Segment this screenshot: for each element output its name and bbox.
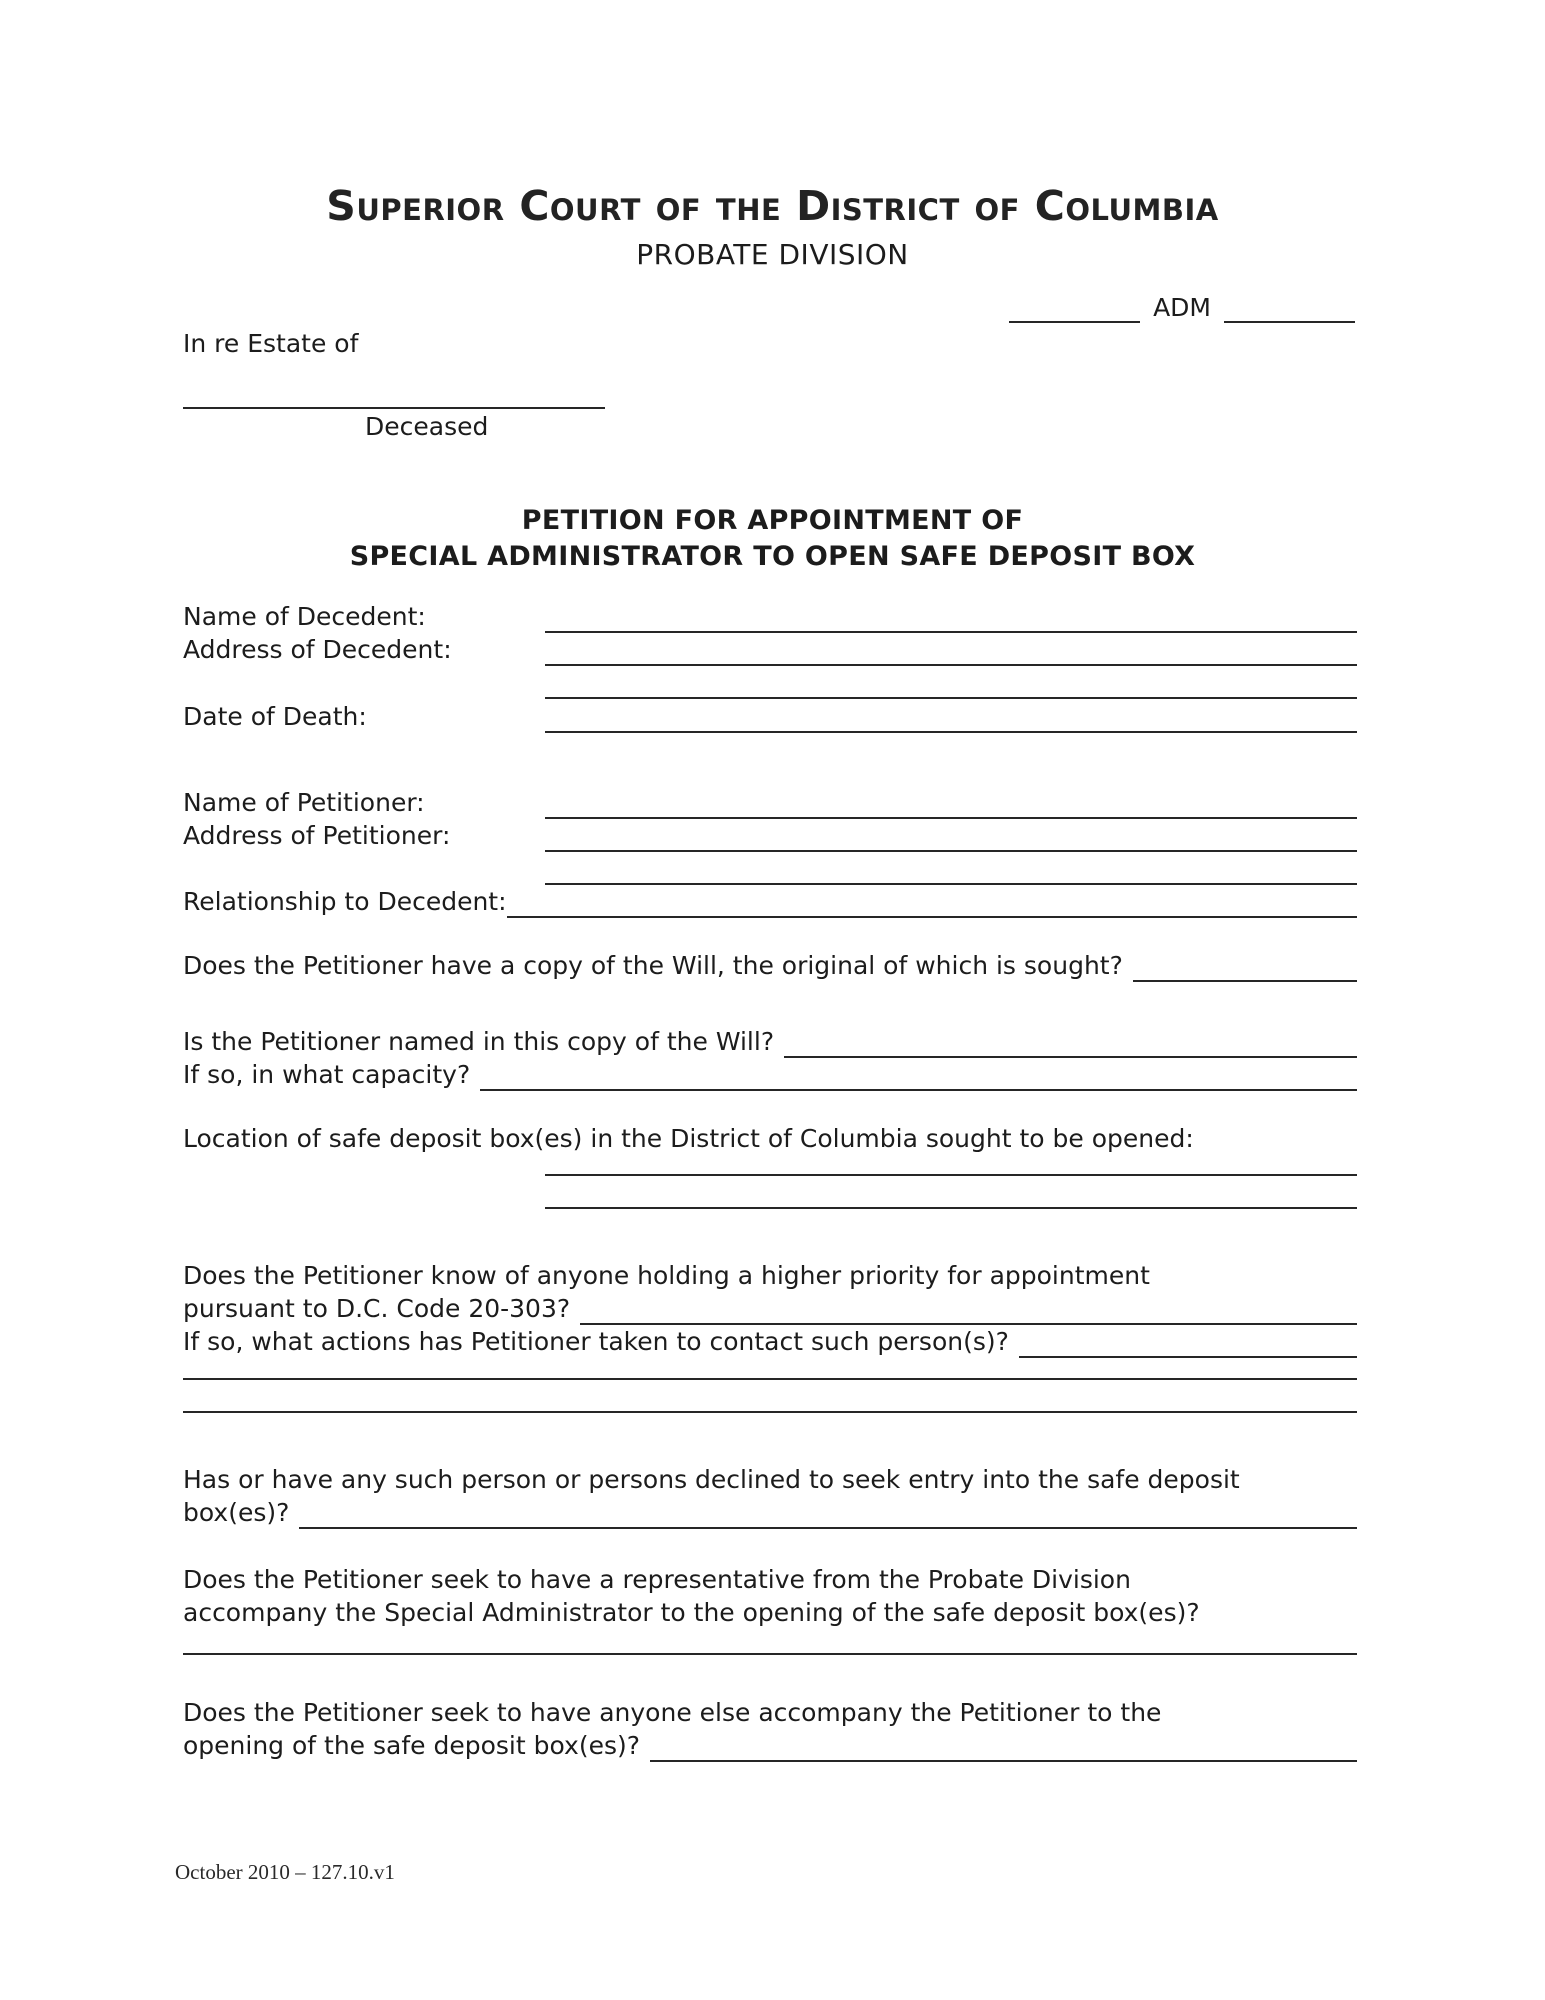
division-subtitle: PROBATE DIVISION (636, 238, 909, 271)
adm-label: ADM (1153, 293, 1211, 322)
form-version-footer: October 2010 – 127.10.v1 (175, 1860, 395, 1884)
petition-title-line2: SPECIAL ADMINISTRATOR TO OPEN SAFE DEPOSIT BOX (349, 541, 1196, 572)
adm-suffix-input-line[interactable] (1224, 292, 1355, 323)
decedent-name-row (183, 600, 1357, 633)
decedent-address-input-line2[interactable] (545, 666, 1357, 699)
named-in-will-question-row (183, 1025, 1357, 1058)
deceased-label: Deceased (365, 412, 489, 441)
petitioner-address-input-line[interactable] (545, 819, 1357, 852)
capacity-question-row (183, 1058, 1357, 1091)
date-of-death-row (183, 700, 1357, 733)
higher-priority-question-line1: Does the Petitioner know of anyone holding a higher priority for appointment (183, 1261, 1150, 1290)
anyone-else-question-line2: opening of the safe deposit box(es)? (183, 1731, 640, 1760)
location-heading: Location of safe deposit box(es) in the District of Columbia sought to be opened: (183, 1124, 1194, 1153)
decedent-name-input-line[interactable] (545, 600, 1357, 633)
in-re-estate-label: In re Estate of (183, 329, 359, 358)
anyone-else-answer-line[interactable] (650, 1729, 1357, 1762)
representative-question-line2: accompany the Special Administrator to the opening of the safe deposit box(es)? (183, 1598, 1200, 1627)
relationship-input-line[interactable] (507, 885, 1357, 918)
named-in-will-question: Is the Petitioner named in this copy of the Will? (183, 1027, 775, 1056)
actions-taken-question: If so, what actions has Petitioner taken to contact such person(s)? (183, 1327, 1009, 1356)
declined-answer-line[interactable] (299, 1496, 1357, 1529)
decedent-address-row2 (183, 666, 1357, 699)
petitioner-address-input-line2[interactable] (545, 852, 1357, 885)
actions-taken-continuation-line1[interactable] (183, 1345, 1357, 1380)
adm-number-input-line[interactable] (1009, 292, 1140, 323)
date-of-death-label: Date of Death: (183, 702, 367, 731)
court-title: Superior Court of the District of Columbia (326, 182, 1219, 230)
higher-priority-question-line2: pursuant to D.C. Code 20-303? (183, 1294, 571, 1323)
estate-name-input-line[interactable] (183, 374, 605, 409)
spacer (183, 852, 545, 885)
named-in-will-answer-line[interactable] (784, 1025, 1357, 1058)
declined-question-row2 (183, 1496, 1357, 1529)
spacer (183, 666, 545, 699)
capacity-question: If so, in what capacity? (183, 1060, 471, 1089)
date-of-death-input-line[interactable] (545, 700, 1357, 733)
copy-of-will-question: Does the Petitioner have a copy of the Will, the original of which is sought? (183, 951, 1123, 980)
representative-question-line1: Does the Petitioner seek to have a representative from the Probate Division (183, 1565, 1131, 1594)
relationship-label: Relationship to Decedent: (183, 887, 507, 916)
relationship-row (183, 885, 1357, 918)
actions-taken-continuation-line2[interactable] (183, 1378, 1357, 1413)
decedent-address-row (183, 633, 1357, 666)
declined-question-line2: box(es)? (183, 1498, 290, 1527)
declined-question-line1: Has or have any such person or persons declined to seek entry into the safe deposit (183, 1465, 1240, 1494)
petitioner-address-row (183, 819, 1357, 852)
anyone-else-question-row2 (183, 1729, 1357, 1762)
higher-priority-answer-line[interactable] (580, 1292, 1357, 1325)
decedent-address-label: Address of Decedent: (183, 635, 452, 664)
location-input-line1[interactable] (545, 1141, 1357, 1176)
adm-case-number-row (1009, 292, 1355, 323)
petitioner-name-label: Name of Petitioner: (183, 788, 425, 817)
location-input-line2[interactable] (545, 1174, 1357, 1209)
petition-title-line1: PETITION FOR APPOINTMENT OF (521, 505, 1024, 536)
representative-answer-line[interactable] (183, 1620, 1357, 1655)
petitioner-name-row (183, 786, 1357, 819)
decedent-name-label: Name of Decedent: (183, 602, 426, 631)
higher-priority-question-row2 (183, 1292, 1357, 1325)
petitioner-address-label: Address of Petitioner: (183, 821, 451, 850)
capacity-answer-line[interactable] (480, 1058, 1357, 1091)
anyone-else-question-line1: Does the Petitioner seek to have anyone else accompany the Petitioner to the (183, 1698, 1162, 1727)
decedent-address-input-line[interactable] (545, 633, 1357, 666)
copy-of-will-question-row (183, 949, 1357, 982)
petitioner-name-input-line[interactable] (545, 786, 1357, 819)
petitioner-address-row2 (183, 852, 1357, 885)
copy-of-will-answer-line[interactable] (1133, 949, 1357, 982)
